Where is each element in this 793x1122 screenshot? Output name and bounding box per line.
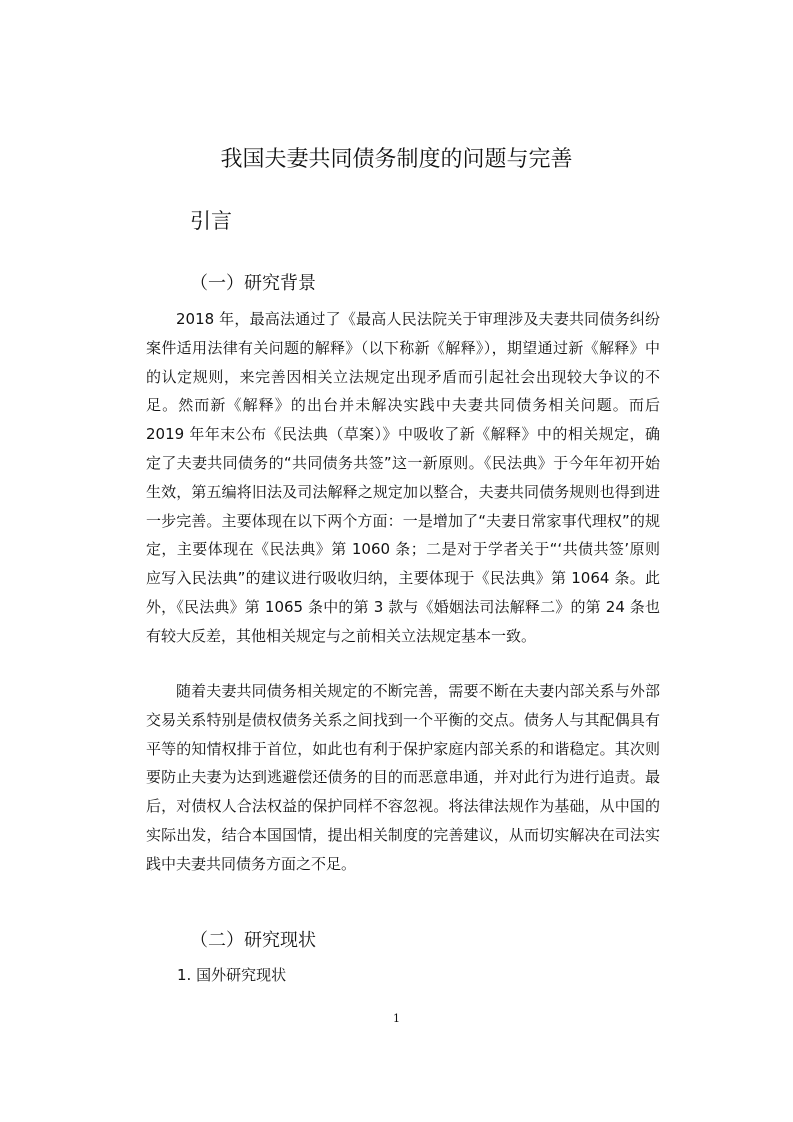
section-heading-status: （二）研究现状 — [190, 930, 316, 951]
page-number: 1 — [393, 1012, 400, 1025]
paragraph-balance: 随着夫妻共同债务相关规定的不断完善，需要不断在夫妻内部关系与外部交易关系特别是债权债务关系之间找到一个平衡的交点。债务人与其配偶具有平等的知情权排于首位，如此也有利于保护家庭内部关系的和谐稳定。其次则要防止夫妻为达到逃避偿还债务的目的而恶意串通，并对此行为进行追责。最后，对债权人合法权益的保护同样不容忽视。将法律法规作为基础，从中国的实际出发，结合本国国情，提出相关制度的完善建议，从而切实解决在司法实践中夫妻共同债务方面之不足。 — [146, 682, 660, 873]
subsection-heading-foreign: 1. 国外研究现状 — [177, 966, 287, 984]
document-title: 我国夫妻共同债务制度的问题与完善 — [220, 147, 573, 172]
section-heading-background: （一）研究背景 — [190, 273, 316, 294]
paragraph-background: 2018 年，最高法通过了《最高人民法院关于审理涉及夫妻共同债务纠纷案件适用法律有关问题的解释》（以下称新《解释》），期望通过新《解释》中的认定规则，来完善因相关立法规定出现矛盾而引起社会出现较大争议的不足。然而新《解释》的出台并未解决实践中夫妻共同债务相关问题。而后2019 年年末公布《民法典（草案）》中吸收了新《解释》中的相关规定，确定了夫妻共同债务的“共同债务共签”这一新原则。《民法典》于今年年初开始生效，第五编将旧法及司法解释之规定加以整合，夫妻共同债务规则也得到进一步完善。主要体现在以下两个方面：一是增加了“夫妻日常家事代理权”的规定，主要体现在《民法典》第 1060 条；二是对于学者关于“‘共债共签’原则应写入民法典”的建议进行吸收归纳，主要体现于《民法典》第 1064 条。此外，《民法典》第 1065 条中的第 3 款与《婚姻法司法解释二》的第 24 条也有较大反差，其他相关规定与之前相关立法规定基本一致。 — [146, 310, 660, 645]
intro-heading: 引言 — [190, 209, 232, 233]
